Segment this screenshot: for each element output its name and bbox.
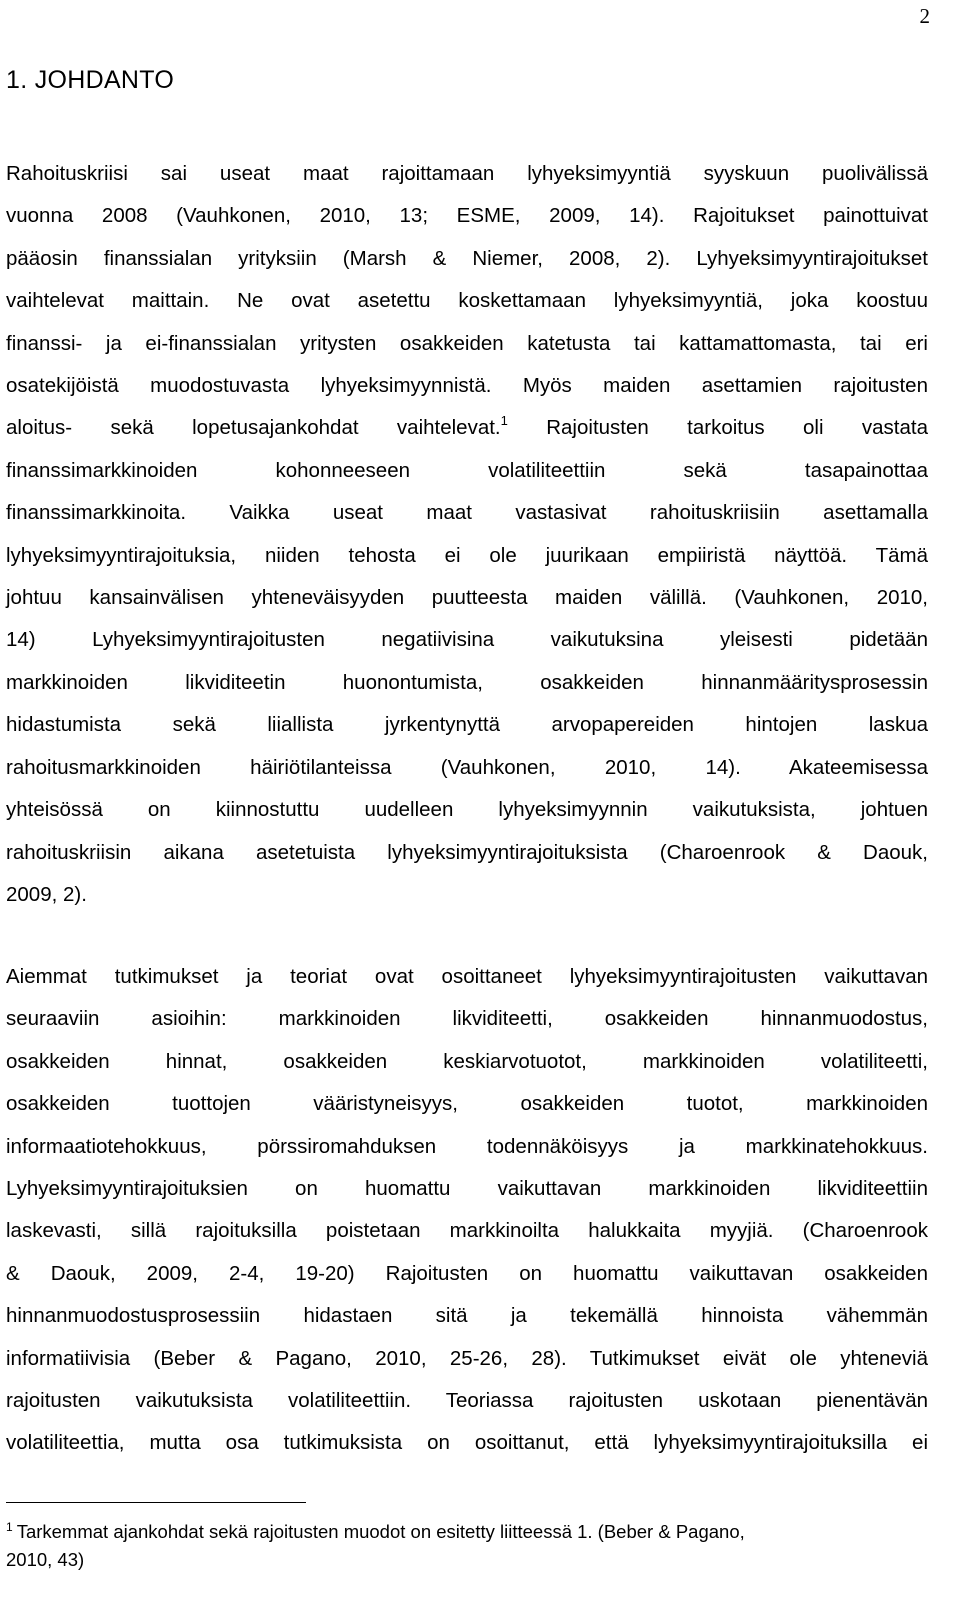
footnote-reference[interactable]: 1 bbox=[500, 412, 508, 428]
text-line: rahoituskriisin aikana asetetuista lyhyeksimyyntirajoituksista (Charoenrook & Daouk, bbox=[6, 840, 928, 864]
text-segment: aloitus- sekä lopetusajankohdat vaihtelevat. bbox=[6, 416, 501, 440]
footnote-separator bbox=[6, 1502, 306, 1503]
text-line: 2009, 2). bbox=[6, 882, 87, 906]
footnote-line bbox=[6, 1519, 928, 1547]
footnote-marker: 1 bbox=[6, 1520, 13, 1534]
text-line: vuonna 2008 (Vauhkonen, 2010, 13; ESME, 2009, 14). Rajoitukset painottuivat bbox=[6, 204, 928, 228]
text-line: Lyhyeksimyyntirajoituksien on huomattu vaikuttavan markkinoiden likviditeettiin bbox=[6, 1177, 928, 1201]
footnote bbox=[6, 1519, 928, 1572]
text-line: rajoitusten vaikutuksista volatiliteettiin. Teoriassa rajoitusten uskotaan pienentävän bbox=[6, 1389, 928, 1413]
text-line: osakkeiden tuottojen vääristyneisyys, osakkeiden tuotot, markkinoiden bbox=[6, 1092, 928, 1116]
text-line: 14) Lyhyeksimyyntirajoitusten negatiivisina vaikutuksina yleisesti pidetään bbox=[6, 628, 928, 652]
text-line: pääosin finanssialan yrityksiin (Marsh & Niemer, 2008, 2). Lyhyeksimyyntirajoitukset bbox=[6, 246, 928, 270]
text-line-with-footnote-ref bbox=[6, 407, 928, 449]
text-line: informaatiotehokkuus, pörssiromahduksen todennäköisyys ja markkinatehokkuus. bbox=[6, 1134, 928, 1158]
text-line: & Daouk, 2009, 2-4, 19-20) Rajoitusten on huomattu vaikuttavan osakkeiden bbox=[6, 1261, 928, 1285]
text-line: hinnanmuodostusprosessiin hidastaen sitä ja tekemällä hinnoista vähemmän bbox=[6, 1304, 928, 1328]
text-line: hidastumista sekä liiallista jyrkentynyttä arvopapereiden hintojen laskua bbox=[6, 713, 928, 737]
text-line: markkinoiden likviditeetin huonontumista, osakkeiden hinnanmääritysprosessin bbox=[6, 670, 928, 694]
text-line: johtuu kansainvälisen yhteneväisyyden puutteesta maiden välillä. (Vauhkonen, 2010, bbox=[6, 586, 928, 610]
text-line: finanssi- ja ei-finanssialan yritysten osakkeiden katetusta tai kattamattomasta, tai eri bbox=[6, 331, 928, 355]
text-line: laskevasti, sillä rajoituksilla poistetaan markkinoilta halukkaita myyjiä. (Charoenrook bbox=[6, 1219, 928, 1243]
page-number: 2 bbox=[919, 4, 930, 28]
footnote-line: 2010, 43) bbox=[6, 1549, 85, 1570]
chapter-heading: 1. JOHDANTO bbox=[6, 66, 175, 94]
text-line: finanssimarkkinoita. Vaikka useat maat vastasivat rahoituskriisiin asettamalla bbox=[6, 501, 928, 525]
text-line: lyhyeksimyyntirajoituksia, niiden tehosta ei ole juurikaan empiiristä näyttöä. Tämä bbox=[6, 543, 928, 567]
text-line: informatiivisia (Beber & Pagano, 2010, 25-26, 28). Tutkimukset eivät ole yhteneviä bbox=[6, 1346, 928, 1370]
text-line: vaihtelevat maittain. Ne ovat asetettu koskettamaan lyhyeksimyyntiä, joka koostuu bbox=[6, 289, 928, 313]
text-segment: Rajoitusten tarkoitus oli vastata bbox=[507, 416, 928, 440]
text-line: osatekijöistä muodostuvasta lyhyeksimyynnistä. Myös maiden asettamien rajoitusten bbox=[6, 374, 928, 398]
text-line: volatiliteettia, mutta osa tutkimuksista on osoittanut, että lyhyeksimyyntirajoituksilla ei bbox=[6, 1431, 928, 1455]
text-line: seuraaviin asioihin: markkinoiden likviditeetti, osakkeiden hinnanmuodostus, bbox=[6, 1007, 928, 1031]
text-line: yhteisössä on kiinnostuttu uudelleen lyhyeksimyynnin vaikutuksista, johtuen bbox=[6, 798, 928, 822]
paragraph-intro bbox=[6, 153, 928, 916]
text-line: osakkeiden hinnat, osakkeiden keskiarvotuotot, markkinoiden volatiliteetti, bbox=[6, 1049, 928, 1073]
footnote-text: Tarkemmat ajankohdat sekä rajoitusten muodot on esitetty liitteessä 1. (Beber & Pagano, bbox=[16, 1521, 745, 1542]
text-line: Rahoituskriisi sai useat maat rajoittamaan lyhyeksimyyntiä syyskuun puolivälissä bbox=[6, 162, 928, 185]
text-line: rahoitusmarkkinoiden häiriötilanteissa (Vauhkonen, 2010, 14). Akateemisessa bbox=[6, 755, 928, 779]
text-line: Aiemmat tutkimukset ja teoriat ovat osoittaneet lyhyeksimyyntirajoitusten vaikuttavan bbox=[6, 965, 928, 988]
paragraph-prior-research bbox=[6, 956, 928, 1465]
text-line: finanssimarkkinoiden kohonneeseen volatiliteettiin sekä tasapainottaa bbox=[6, 458, 928, 482]
